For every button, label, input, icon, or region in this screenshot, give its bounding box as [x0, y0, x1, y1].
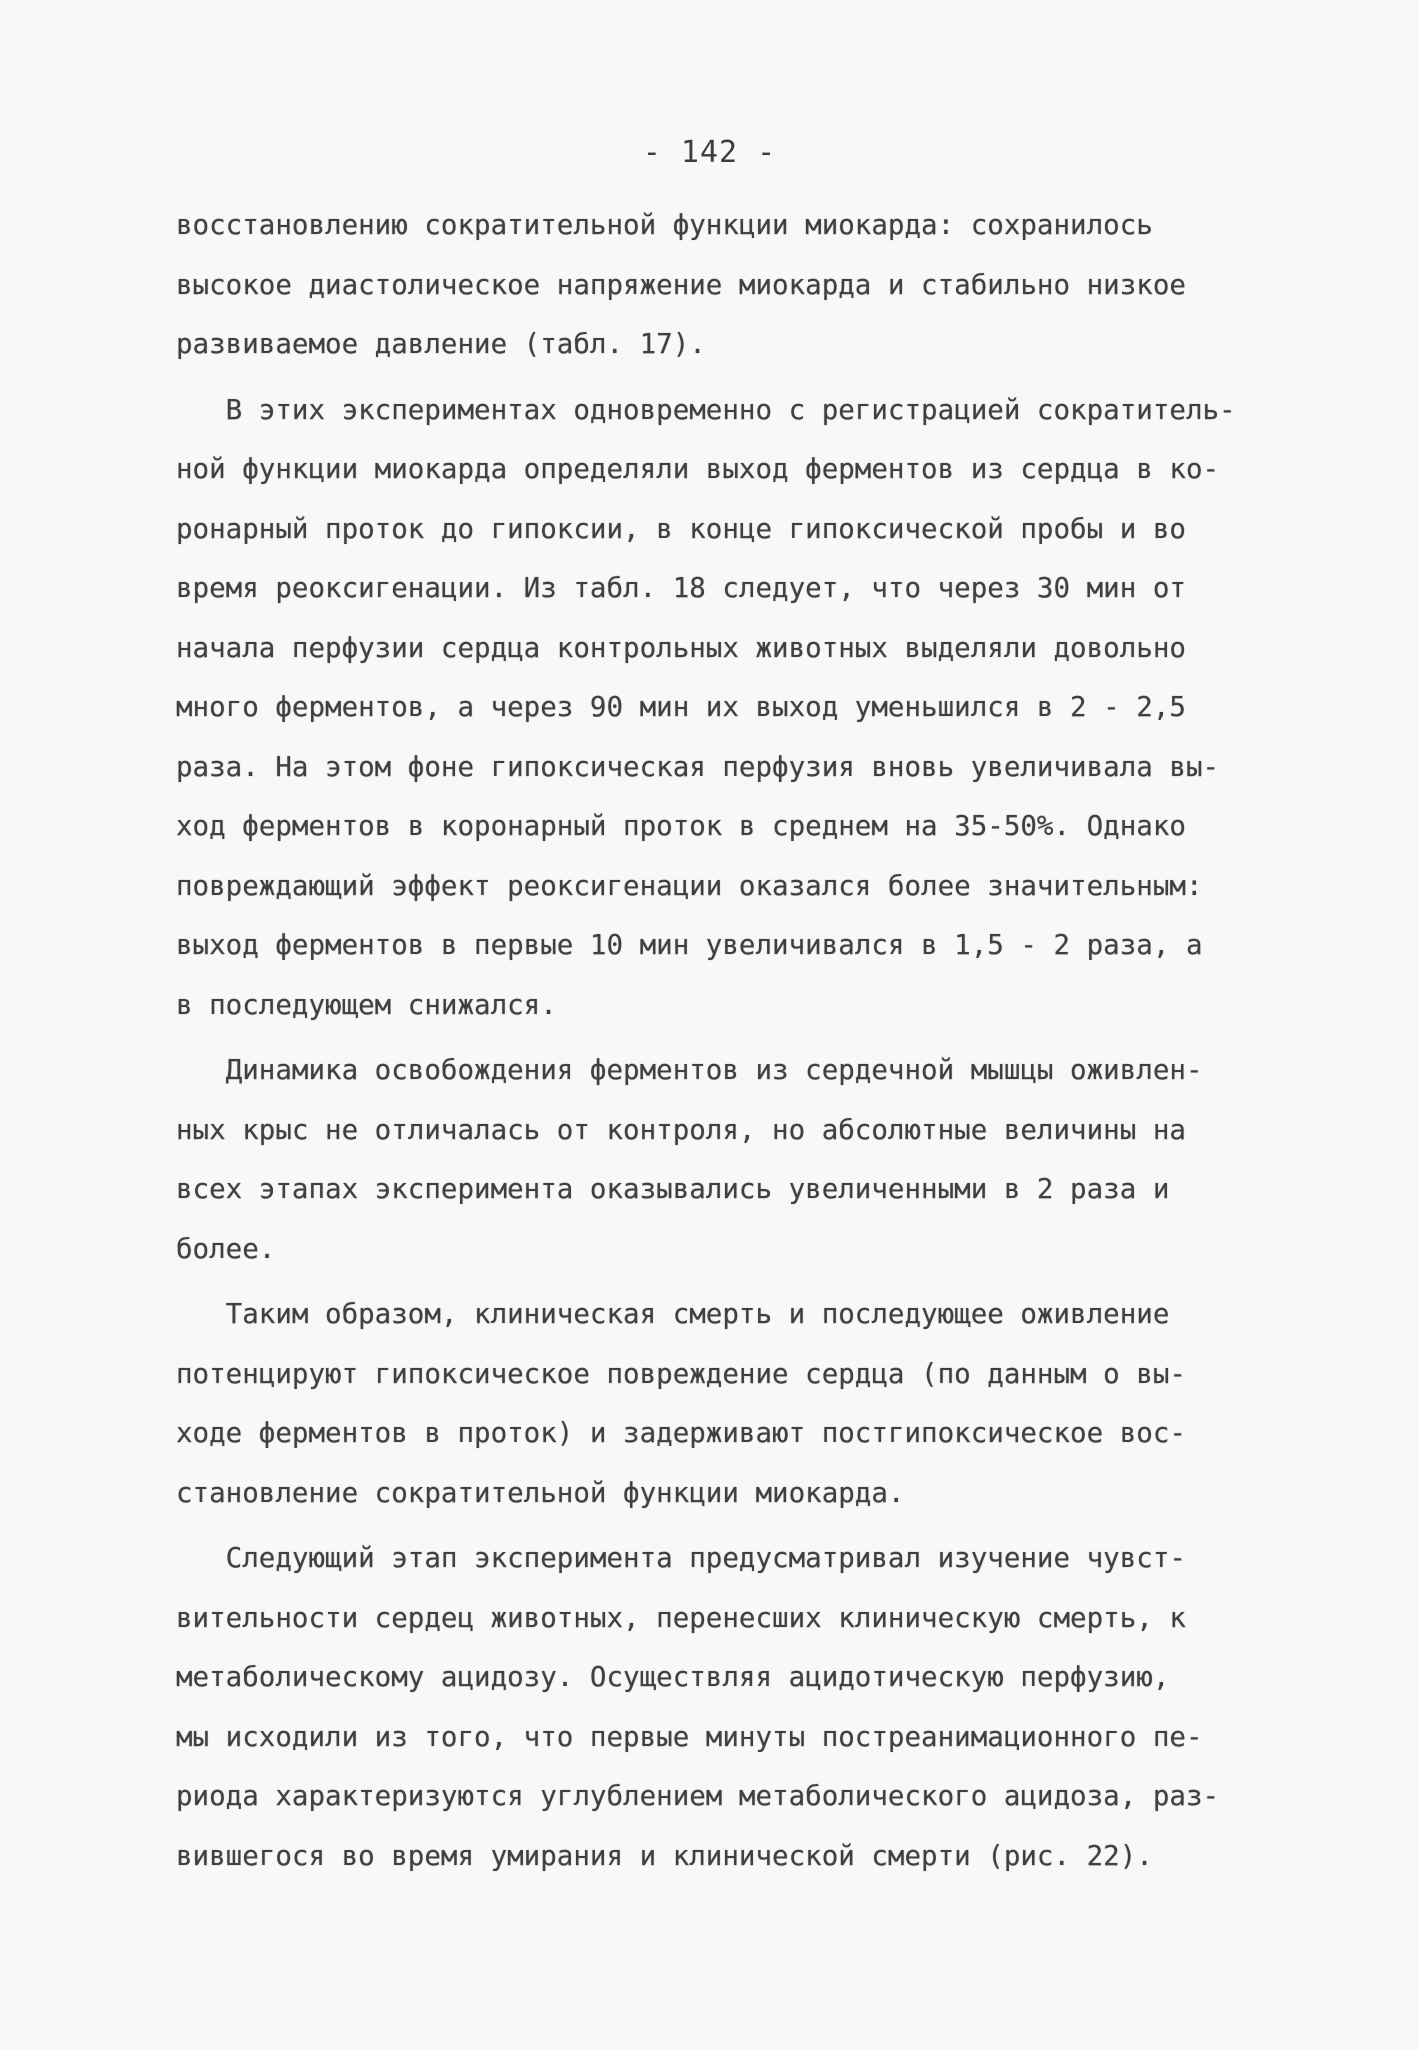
- text-line: ронарный проток до гипоксии, в конце гипоксической пробы и во: [176, 512, 1186, 545]
- text-line: начала перфузии сердца контрольных животных выделяли довольно: [176, 631, 1186, 664]
- text-line: повреждающий эффект реоксигенации оказался более значительным:: [176, 869, 1203, 902]
- text-line: Таким образом, клиническая смерть и последующее оживление: [176, 1298, 1170, 1330]
- text-line: время реоксигенации. Из табл. 18 следует, что через 30 мин от: [176, 572, 1186, 604]
- text-line: в последующем снижался.: [176, 988, 557, 1021]
- text-line: Следующий этап эксперимента предусматривал изучение чувст-: [176, 1542, 1186, 1574]
- text-line: выход ферментов в первые 10 мин увеличивался в 1,5 - 2 раза, а: [176, 929, 1203, 961]
- text-line: метаболическому ацидозу. Осуществляя ацидотическую перфузию,: [176, 1661, 1170, 1693]
- text-line: Динамика освобождения ферментов из сердечной мышцы оживлен-: [176, 1054, 1203, 1086]
- text-line: более.: [176, 1232, 276, 1265]
- text-line: В этих экспериментах одновременно с регистрацией сократитель-: [176, 393, 1236, 426]
- text-line: вившегося во время умирания и клинической смерти (рис. 22).: [176, 1839, 1153, 1872]
- page-number: - 142 -: [642, 135, 777, 170]
- text-line: восстановлению сократительной функции миокарда: сохранилось: [176, 209, 1153, 241]
- text-line: много ферментов, а через 90 мин их выход уменьшился в 2 - 2,5: [176, 691, 1186, 723]
- text-line: ных крыс не отличалась от контроля, но абсолютные величины на: [176, 1113, 1186, 1146]
- text-line: ходе ферментов в проток) и задерживают постгипоксическое вос-: [176, 1417, 1186, 1449]
- text-line: мы исходили из того, что первые минуты постреанимационного пе-: [176, 1720, 1203, 1753]
- body-text: [176, 196, 1291, 1886]
- text-line: вительности сердец животных, перенесших клиническую смерть, к: [176, 1601, 1186, 1634]
- text-line: ной функции миокарда определяли выход ферментов из сердца в ко-: [176, 453, 1220, 485]
- text-line: риода характеризуются углублением метаболического ацидоза, раз-: [176, 1780, 1220, 1812]
- text-line: ход ферментов в коронарный проток в среднем на 35-50%. Однако: [176, 810, 1186, 842]
- text-line: раза. На этом фоне гипоксическая перфузия вновь увеличивала вы-: [176, 750, 1220, 783]
- text-line: развиваемое давление (табл. 17).: [176, 328, 706, 360]
- text-line: всех этапах эксперимента оказывались увеличенными в 2 раза и: [176, 1173, 1170, 1205]
- text-line: потенцируют гипоксическое повреждение сердца (по данным о вы-: [176, 1357, 1186, 1390]
- text-line: становление сократительной функции миокарда.: [176, 1476, 905, 1509]
- text-line: высокое диастолическое напряжение миокарда и стабильно низкое: [176, 268, 1186, 301]
